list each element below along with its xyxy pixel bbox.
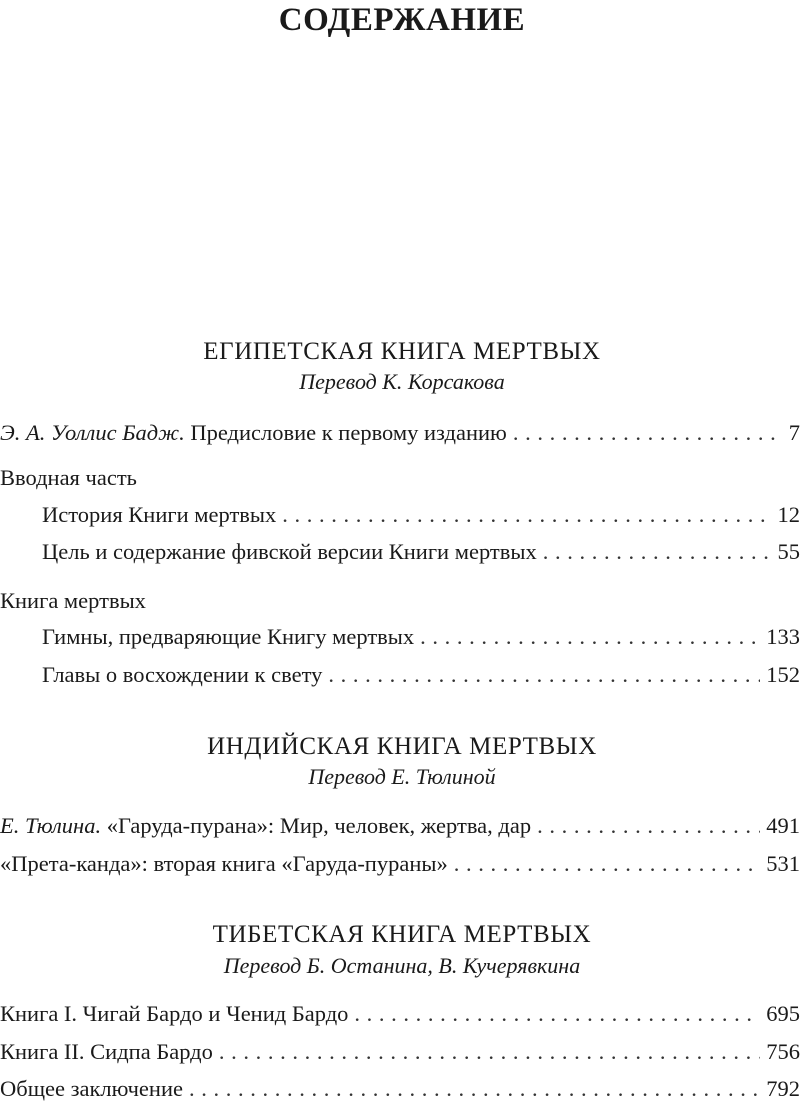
toc-leader-dots [354, 999, 760, 1029]
toc-leader-dots [420, 622, 760, 652]
toc-entry[interactable] [42, 537, 800, 567]
toc-entry[interactable] [42, 500, 800, 530]
page-title: СОДЕРЖАНИЕ [278, 2, 526, 38]
toc-entry[interactable] [0, 418, 800, 448]
toc-leader-dots [537, 811, 760, 841]
toc-page-number: 7 [788, 420, 800, 445]
toc-page-number: 491 [766, 813, 800, 838]
toc-entry-title [0, 811, 531, 841]
toc-entry-title [0, 418, 507, 448]
toc-entry[interactable] [42, 622, 800, 652]
toc-entry-text: Главы о восхождении к свету [42, 662, 323, 687]
toc-group-heading: Вводная часть [0, 465, 137, 490]
toc-page-number: 756 [766, 1039, 800, 1064]
toc-entry[interactable] [0, 1037, 800, 1067]
toc-entry-text: Цель и содержание фивской версии Книги мертвых [42, 539, 537, 564]
toc-leader-dots [543, 537, 772, 567]
toc-entry[interactable] [0, 849, 800, 879]
toc-entry-text: Гимны, предваряющие Книгу мертвых [42, 624, 415, 649]
toc-leader-dots [219, 1037, 760, 1067]
toc-page-number: 695 [766, 1001, 800, 1026]
toc-leader-dots [328, 660, 760, 690]
toc-entry-text: «Гаруда-пурана»: Мир, человек, жертва, дар [101, 813, 532, 838]
section-title-tibetan: ТИБЕТСКАЯ КНИГА МЕРТВЫХ [212, 921, 592, 948]
toc-page-number: 792 [766, 1076, 800, 1101]
section-translator-tibetan: Перевод Б. Останина, В. Кучерявкина [223, 953, 581, 978]
toc-entry[interactable] [42, 660, 800, 690]
toc-entry[interactable] [0, 999, 800, 1029]
toc-entry-text: Общее заключение [0, 1076, 183, 1101]
toc-entry-text: История Книги мертвых [42, 502, 277, 527]
toc-page-number: 531 [766, 851, 800, 876]
toc-entry-author: Е. Тюлина. [0, 813, 102, 838]
section-translator-indian: Перевод Е. Тюлиной [308, 764, 496, 789]
toc-entry[interactable] [0, 811, 800, 841]
toc-page-number: 55 [777, 539, 800, 564]
toc-entry-text: «Прета-канда»: вторая книга «Гаруда-пураны» [0, 851, 448, 876]
toc-entry[interactable] [0, 1074, 800, 1104]
toc-entry-author: Э. А. Уоллис Бадж. [0, 420, 185, 445]
toc-leader-dots [454, 849, 761, 879]
section-title-indian: ИНДИЙСКАЯ КНИГА МЕРТВЫХ [207, 733, 597, 760]
toc-leader-dots [513, 418, 783, 448]
toc-page-number: 152 [766, 662, 800, 687]
toc-entry-text: Книга I. Чигай Бардо и Ченид Бардо [0, 1001, 349, 1026]
toc-page-number: 12 [777, 502, 800, 527]
section-title-egyptian: ЕГИПЕТСКАЯ КНИГА МЕРТВЫХ [203, 338, 601, 365]
toc-entry-text: Книга II. Сидпа Бардо [0, 1039, 213, 1064]
toc-entry-text: Предисловие к первому изданию [184, 420, 507, 445]
toc-group-heading: Книга мертвых [0, 588, 146, 613]
toc-leader-dots [189, 1074, 760, 1104]
section-translator-egyptian: Перевод К. Корсакова [299, 369, 505, 394]
toc-leader-dots [282, 500, 771, 530]
toc-page-number: 133 [766, 624, 800, 649]
